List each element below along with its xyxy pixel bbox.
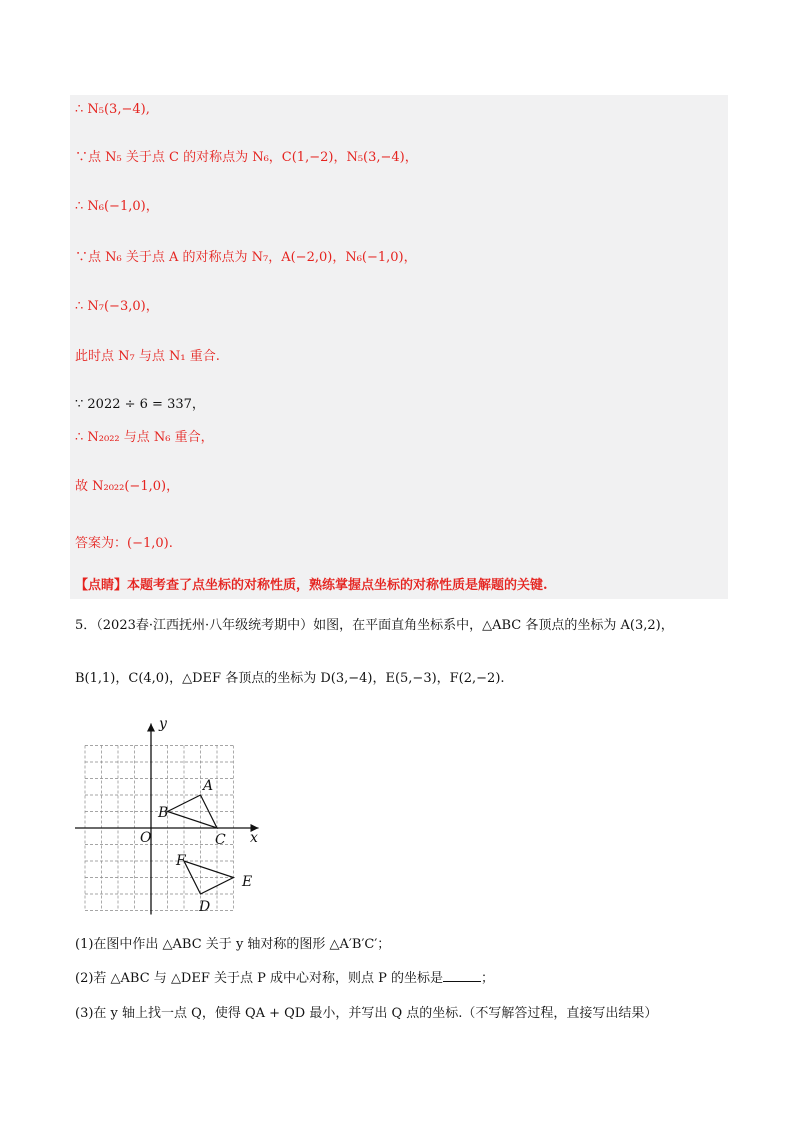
point-label-b: B — [158, 805, 169, 821]
x-axis-label: x — [250, 830, 258, 846]
solution-line-8: ∴ N₂₀₂₂ 与点 N₆ 重合， — [75, 430, 214, 445]
answer-blank[interactable] — [443, 969, 481, 982]
point-label-d: D — [199, 899, 211, 915]
question-2-end: ； — [481, 971, 495, 986]
question-1: (1)在图中作出 △ABC 关于 y 轴对称的图形 △A′B′C′； — [75, 937, 391, 952]
question-2-text: (2)若 △ABC 与 △DEF 关于点 P 成中心对称，则点 P 的坐标是 — [75, 971, 444, 986]
solution-line-5: ∴ N₇(−3,0)， — [75, 299, 159, 314]
solution-comment: 【点睛】本题考查了点坐标的对称性质，熟练掌握点坐标的对称性质是解题的关键. — [75, 578, 548, 593]
solution-line-10: 答案为：(−1,0). — [75, 536, 173, 551]
origin-label: O — [140, 830, 152, 846]
solution-line-1: ∴ N₅(3,−4), — [75, 102, 150, 117]
y-axis-label: y — [159, 716, 167, 732]
solution-line-7: ∵ 2022 ÷ 6 = 337， — [75, 397, 205, 412]
solution-line-6: 此时点 N₇ 与点 N₁ 重合. — [75, 349, 220, 364]
point-label-e: E — [242, 874, 253, 890]
problem-line-2: B(1,1)，C(4,0)，△DEF 各顶点的坐标为 D(3,−4)，E(5,−3)，F(2,−2). — [75, 671, 505, 686]
solution-line-4: ∵点 N₆ 关于点 A 的对称点为 N₇，A(−2,0)，N₆(−1,0)， — [75, 250, 417, 265]
solution-shaded-box — [70, 95, 728, 599]
y-axis-arrow — [147, 724, 155, 732]
point-label-f: F — [176, 853, 186, 869]
problem-line-1: 5．（2023春·江西抚州·八年级统考期中）如图，在平面直角坐标系中，△ABC 各顶点的坐标为 A(3,2)， — [75, 618, 674, 633]
question-2 — [75, 969, 494, 988]
solution-line-2: ∵点 N₅ 关于点 C 的对称点为 N₆，C(1,−2)，N₅(3,−4)， — [75, 150, 418, 165]
point-label-c: C — [215, 832, 226, 848]
point-label-a: A — [203, 778, 214, 794]
solution-line-3: ∴ N₆(−1,0)， — [75, 199, 159, 214]
solution-line-9: 故 N₂₀₂₂(−1,0)， — [75, 479, 180, 494]
question-3: (3)在 y 轴上找一点 Q，使得 QA + QD 最小，并写出 Q 点的坐标.（不写解答过程，直接写出结果） — [75, 1006, 658, 1021]
